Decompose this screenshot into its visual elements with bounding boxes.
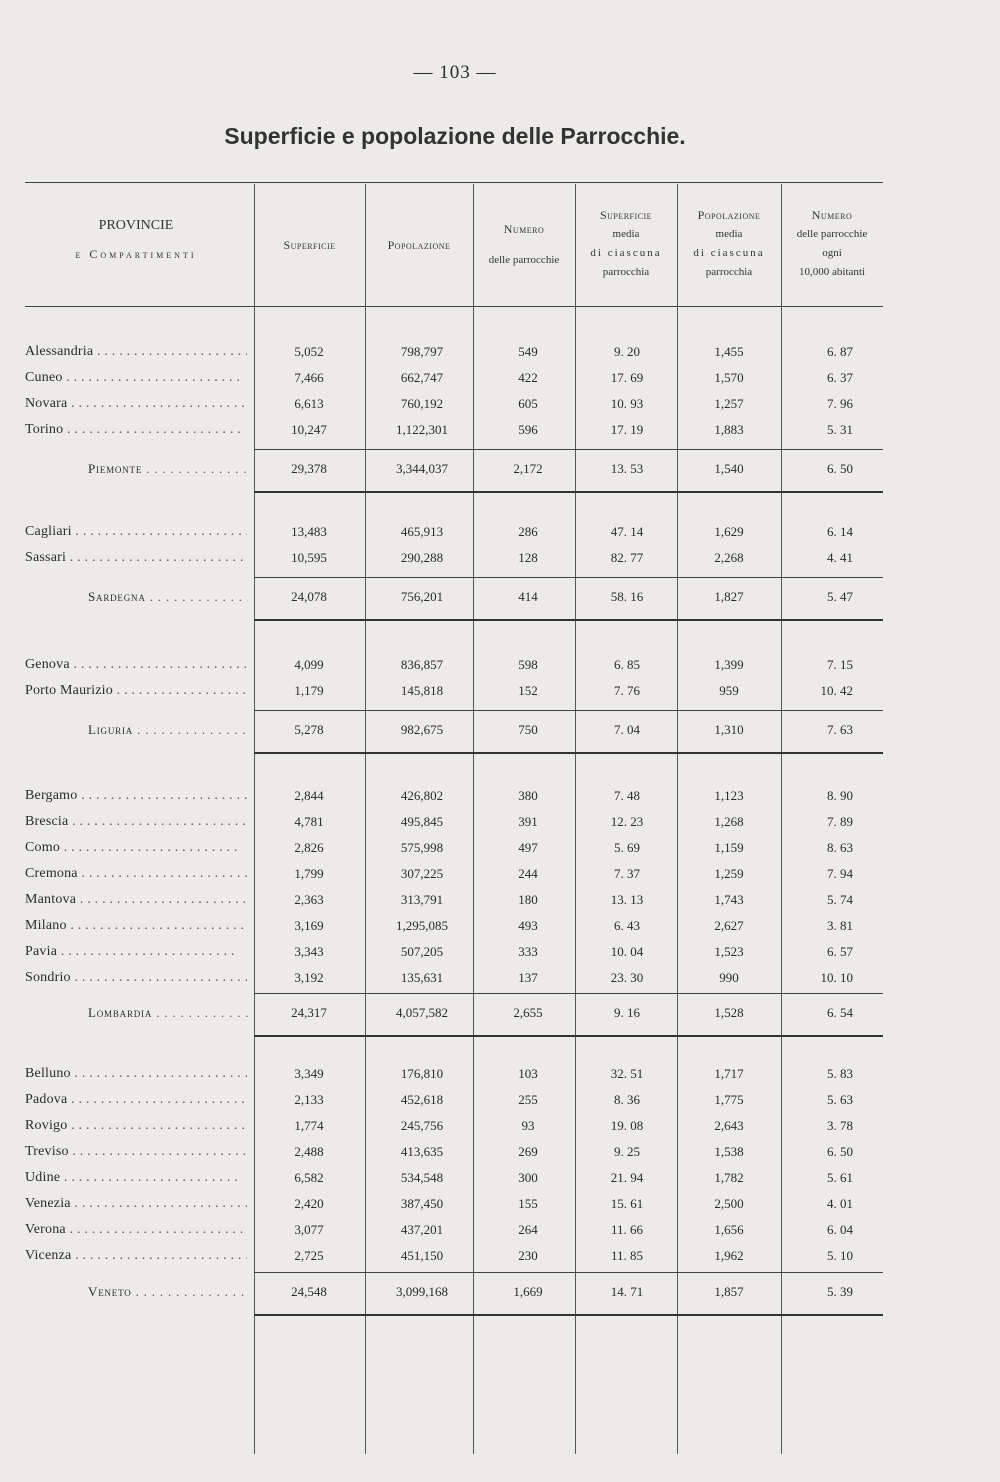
province-name: Porto Maurizio . . . [25,683,247,699]
cell-nab: 6. 37 [827,370,853,385]
province-name: Cremona . . . [25,866,247,882]
cell-sup: 3,343 [294,944,324,959]
header-provincie-line2: e Compartimenti [75,247,197,261]
header-pop-media-line1: Popolazione [697,208,761,222]
header-provincie [25,216,247,264]
cell-num: 2,172 [513,461,543,476]
cell-nab: 5. 10 [827,1248,853,1263]
cell-pop: 3,344,037 [396,461,448,476]
cell-supm: 14. 71 [610,1284,644,1299]
cell-sup: 5,278 [294,722,324,737]
header-bottom-rule [25,306,883,307]
cell-supm: 5. 69 [614,840,640,855]
compartment-name: Liguria . . . [88,722,248,738]
header-numero [473,220,575,270]
table-row [25,784,883,810]
subtotal-rule [254,710,883,711]
table-row [25,888,883,914]
total-row [25,718,883,744]
province-name: Cagliari . . . [25,524,247,540]
cell-popm: 1,523 [714,944,744,959]
cell-pop: 836,857 [400,657,444,672]
cell-supm: 7. 37 [614,866,640,881]
cell-popm: 2,643 [714,1118,744,1133]
cell-popm: 1,257 [714,396,744,411]
cell-nab: 7. 96 [827,396,853,411]
table-row [25,1192,883,1218]
cell-num: 300 [518,1170,538,1185]
cell-num: 380 [518,788,538,803]
table-top-rule [25,182,883,183]
province-name: Brescia . . . [25,814,247,830]
total-row [25,457,883,483]
cell-nab: 7. 94 [827,866,853,881]
cell-num: 596 [518,422,538,437]
cell-popm: 1,717 [714,1066,744,1081]
cell-popm: 1,455 [714,344,744,359]
cell-nab: 10. 10 [820,970,853,985]
table-row [25,1114,883,1140]
compartment-name: Sardegna . . . [88,589,248,605]
compartment-name: Piemonte . . . [88,461,248,477]
cell-num: 180 [518,892,538,907]
province-name: Bergamo . . . [25,788,247,804]
cell-sup: 4,781 [294,814,324,829]
cell-pop: 1,122,301 [396,422,448,437]
cell-num: 93 [521,1118,535,1133]
cell-sup: 2,420 [294,1196,324,1211]
cell-pop: 507,205 [400,944,444,959]
cell-num: 230 [518,1248,538,1263]
cell-supm: 9. 20 [614,344,640,359]
header-sup-media-line2: media [612,228,640,240]
cell-supm: 9. 16 [614,1005,640,1020]
cell-nab: 7. 89 [827,814,853,829]
cell-nab: 4. 41 [827,550,853,565]
cell-num: 549 [518,344,538,359]
subtotal-rule [254,993,883,994]
total-row [25,585,883,611]
compartment-name: Lombardia . . . [88,1005,248,1021]
cell-nab: 7. 63 [827,722,853,737]
header-numero-line1: Numero [503,222,545,236]
cell-num: 605 [518,396,538,411]
cell-sup: 2,363 [294,892,324,907]
header-num-ab-line2: delle parrocchie [796,228,868,240]
table-row [25,1166,883,1192]
compartment-name: Veneto . . . [88,1284,248,1300]
cell-sup: 2,826 [294,840,324,855]
cell-popm: 1,962 [714,1248,744,1263]
cell-sup: 24,317 [291,1005,327,1020]
cell-nab: 6. 14 [827,524,853,539]
header-numero-line2: delle parrocchie [488,254,560,266]
cell-pop: 662,747 [400,370,444,385]
cell-popm: 1,775 [714,1092,744,1107]
cell-supm: 13. 13 [610,892,644,907]
cell-supm: 23. 30 [610,970,644,985]
header-num-abitanti [781,206,883,282]
cell-supm: 11. 66 [610,1222,644,1237]
cell-popm: 990 [719,970,739,985]
cell-nab: 8. 63 [827,840,853,855]
cell-popm: 1,268 [714,814,744,829]
cell-num: 333 [518,944,538,959]
province-name: Verona . . . [25,1222,247,1238]
cell-num: 264 [518,1222,538,1237]
table-row [25,653,883,679]
header-pop-media-line4: parrocchia [705,266,753,278]
cell-supm: 21. 94 [610,1170,644,1185]
cell-num: 137 [518,970,538,985]
header-num-ab-line4: 10,000 abitanti [799,266,865,278]
cell-sup: 1,179 [294,683,324,698]
cell-supm: 6. 85 [614,657,640,672]
province-name: Mantova . . . [25,892,247,908]
cell-supm: 11. 85 [610,1248,644,1263]
cell-pop: 4,057,582 [396,1005,448,1020]
cell-popm: 1,310 [714,722,744,737]
header-popolazione: Popolazione [387,238,451,252]
cell-supm: 10. 93 [610,396,644,411]
cell-popm: 1,159 [714,840,744,855]
cell-nab: 7. 15 [827,657,853,672]
cell-popm: 2,500 [714,1196,744,1211]
cell-nab: 3. 78 [827,1118,853,1133]
cell-nab: 5. 74 [827,892,853,907]
cell-pop: 413,635 [400,1144,444,1159]
cell-num: 1,669 [513,1284,543,1299]
section-end-rule [254,1314,883,1316]
cell-nab: 5. 31 [827,422,853,437]
cell-sup: 3,077 [294,1222,324,1237]
header-provincie-line1: PROVINCIE [98,218,174,233]
cell-num: 269 [518,1144,538,1159]
cell-sup: 29,378 [291,461,327,476]
province-name: Alessandria . . . [25,344,247,360]
cell-popm: 1,538 [714,1144,744,1159]
header-num-ab-line3: ogni [822,247,842,259]
subtotal-rule [254,577,883,578]
cell-sup: 6,613 [294,396,324,411]
cell-popm: 1,883 [714,422,744,437]
cell-num: 391 [518,814,538,829]
subtotal-rule [254,1272,883,1273]
cell-popm: 1,857 [714,1284,744,1299]
province-name: Rovigo . . . [25,1118,247,1134]
cell-nab: 5. 83 [827,1066,853,1081]
total-row [25,1280,883,1306]
cell-supm: 7. 76 [614,683,640,698]
table-row [25,1244,883,1270]
cell-popm: 959 [719,683,739,698]
header-sup-media-line1: Superficie [599,208,653,222]
cell-sup: 13,483 [291,524,327,539]
cell-sup: 3,192 [294,970,324,985]
cell-supm: 32. 51 [610,1066,644,1081]
cell-pop: 760,192 [400,396,444,411]
cell-supm: 12. 23 [610,814,644,829]
cell-supm: 13. 53 [610,461,644,476]
cell-pop: 145,818 [400,683,444,698]
cell-num: 286 [518,524,538,539]
table-row [25,1140,883,1166]
cell-num: 493 [518,918,538,933]
cell-sup: 1,774 [294,1118,324,1133]
cell-pop: 465,913 [400,524,444,539]
province-name: Vicenza . . . [25,1248,247,1264]
cell-num: 255 [518,1092,538,1107]
table-row [25,810,883,836]
cell-pop: 982,675 [400,722,444,737]
table-row [25,679,883,705]
cell-supm: 17. 69 [610,370,644,385]
cell-pop: 135,631 [400,970,444,985]
header-pop-media [677,206,781,282]
cell-popm: 1,540 [714,461,744,476]
table-row [25,1218,883,1244]
cell-pop: 798,797 [400,344,444,359]
cell-popm: 1,629 [714,524,744,539]
province-name: Venezia . . . [25,1196,247,1212]
cell-popm: 1,570 [714,370,744,385]
table-row [25,862,883,888]
cell-nab: 6. 04 [827,1222,853,1237]
cell-num: 155 [518,1196,538,1211]
cell-popm: 2,627 [714,918,744,933]
cell-pop: 313,791 [400,892,444,907]
cell-sup: 3,169 [294,918,324,933]
province-name: Sassari . . . [25,550,247,566]
province-name: Como . . . [25,840,247,856]
cell-nab: 8. 90 [827,788,853,803]
cell-supm: 7. 04 [614,722,640,737]
cell-supm: 10. 04 [610,944,644,959]
table-row [25,520,883,546]
province-name: Udine . . . [25,1170,247,1186]
cell-popm: 1,782 [714,1170,744,1185]
province-name: Padova . . . [25,1092,247,1108]
cell-num: 414 [518,589,538,604]
cell-popm: 1,399 [714,657,744,672]
province-name: Genova . . . [25,657,247,673]
table-row [25,340,883,366]
table-row [25,418,883,444]
table-row [25,546,883,572]
cell-num: 103 [518,1066,538,1081]
cell-sup: 1,799 [294,866,324,881]
cell-supm: 82. 77 [610,550,644,565]
cell-pop: 3,099,168 [396,1284,448,1299]
table-row [25,1062,883,1088]
province-name: Sondrio . . . [25,970,247,986]
table-row [25,966,883,992]
cell-sup: 10,247 [291,422,327,437]
cell-pop: 756,201 [400,589,444,604]
header-sup-media [575,206,677,282]
cell-sup: 6,582 [294,1170,324,1185]
cell-supm: 15. 61 [610,1196,644,1211]
cell-nab: 6. 50 [827,1144,853,1159]
cell-sup: 24,078 [291,589,327,604]
cell-sup: 5,052 [294,344,324,359]
cell-num: 2,655 [513,1005,543,1020]
cell-pop: 245,756 [400,1118,444,1133]
cell-pop: 495,845 [400,814,444,829]
cell-pop: 1,295,085 [396,918,448,933]
cell-pop: 426,802 [400,788,444,803]
cell-nab: 10. 42 [820,683,853,698]
cell-num: 152 [518,683,538,698]
cell-num: 128 [518,550,538,565]
total-row [25,1001,883,1027]
header-pop-media-line2: media [715,228,743,240]
province-name: Torino . . . [25,422,247,438]
header-sup-media-line3: di ciascuna [590,247,662,259]
cell-nab: 4. 01 [827,1196,853,1211]
cell-sup: 2,133 [294,1092,324,1107]
cell-nab: 6. 57 [827,944,853,959]
table-row [25,366,883,392]
cell-popm: 1,827 [714,589,744,604]
cell-pop: 176,810 [400,1066,444,1081]
cell-nab: 6. 50 [827,461,853,476]
cell-sup: 2,488 [294,1144,324,1159]
cell-nab: 6. 87 [827,344,853,359]
cell-supm: 17. 19 [610,422,644,437]
cell-supm: 47. 14 [610,524,644,539]
cell-pop: 290,288 [400,550,444,565]
cell-nab: 5. 63 [827,1092,853,1107]
cell-num: 497 [518,840,538,855]
province-name: Cuneo . . . [25,370,247,386]
province-name: Treviso . . . [25,1144,247,1160]
subtotal-rule [254,449,883,450]
cell-num: 422 [518,370,538,385]
cell-pop: 451,150 [400,1248,444,1263]
cell-supm: 9. 25 [614,1144,640,1159]
cell-nab: 3. 81 [827,918,853,933]
cell-nab: 6. 54 [827,1005,853,1020]
cell-sup: 10,595 [291,550,327,565]
cell-pop: 307,225 [400,866,444,881]
cell-supm: 7. 48 [614,788,640,803]
cell-popm: 1,656 [714,1222,744,1237]
section-end-rule [254,1035,883,1037]
province-name: Belluno . . . [25,1066,247,1082]
cell-sup: 2,725 [294,1248,324,1263]
cell-supm: 8. 36 [614,1092,640,1107]
cell-sup: 3,349 [294,1066,324,1081]
province-name: Milano . . . [25,918,247,934]
cell-popm: 1,123 [714,788,744,803]
page-title: Superficie e popolazione delle Parrocchie. [224,123,686,149]
cell-nab: 5. 47 [827,589,853,604]
cell-popm: 1,528 [714,1005,744,1020]
cell-sup: 4,099 [294,657,324,672]
cell-sup: 7,466 [294,370,324,385]
section-end-rule [254,491,883,493]
cell-supm: 19. 08 [610,1118,644,1133]
cell-popm: 2,268 [714,550,744,565]
cell-num: 244 [518,866,538,881]
table-row [25,914,883,940]
cell-pop: 387,450 [400,1196,444,1211]
cell-popm: 1,259 [714,866,744,881]
cell-pop: 534,548 [400,1170,444,1185]
header-superficie: Superficie [283,238,336,252]
header-num-ab-line1: Numero [811,208,853,222]
cell-popm: 1,743 [714,892,744,907]
cell-supm: 58. 16 [610,589,644,604]
header-sup-media-line4: parrocchia [602,266,650,278]
page-number: — 103 — [413,62,497,83]
cell-pop: 452,618 [400,1092,444,1107]
cell-supm: 6. 43 [614,918,640,933]
section-end-rule [254,619,883,621]
cell-nab: 5. 61 [827,1170,853,1185]
table-row [25,940,883,966]
table-row [25,392,883,418]
cell-pop: 437,201 [400,1222,444,1237]
cell-nab: 5. 39 [827,1284,853,1299]
section-end-rule [254,752,883,754]
cell-sup: 24,548 [291,1284,327,1299]
cell-num: 598 [518,657,538,672]
header-pop-media-line3: di ciascuna [693,247,765,259]
cell-num: 750 [518,722,538,737]
province-name: Novara . . . [25,396,247,412]
cell-pop: 575,998 [400,840,444,855]
cell-sup: 2,844 [294,788,324,803]
table-row [25,1088,883,1114]
province-name: Pavia . . . [25,944,247,960]
table-row [25,836,883,862]
